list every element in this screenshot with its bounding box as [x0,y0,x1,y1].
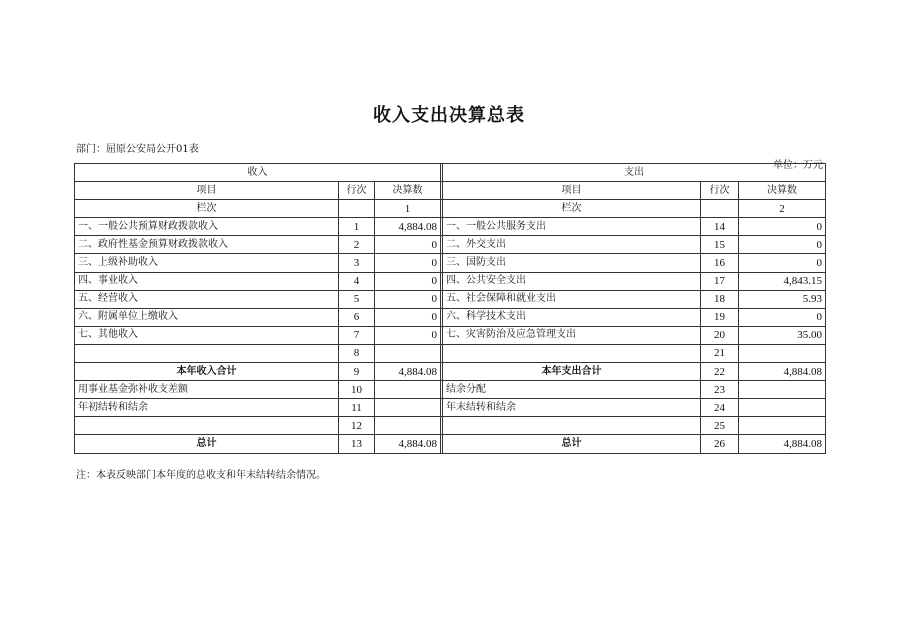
header-row-col-index [75,200,826,218]
income-row-no-header: 行次 [339,182,375,200]
income-item-cell [75,344,339,362]
expense-amount-cell: 0 [739,236,826,254]
income-amount-cell: 0 [375,236,441,254]
income-amount-cell: 4,884.08 [375,435,441,453]
income-row-no-cell: 1 [339,218,375,236]
income-row-no-cell: 8 [339,344,375,362]
expense-amount-cell: 5.93 [739,290,826,308]
income-header: 收入 [75,164,441,182]
income-row-no-cell: 7 [339,326,375,344]
expense-row-no-cell: 20 [701,326,739,344]
department-label: 部门：屈原公安局公开01表 [76,144,199,155]
income-row-no-cell: 13 [339,435,375,453]
income-row-no-cell: 6 [339,308,375,326]
expense-item-cell: 五、社会保障和就业支出 [443,290,701,308]
table-row [75,326,826,344]
expense-row-no-cell: 17 [701,272,739,290]
expense-item-cell: 年末结转和结余 [443,399,701,417]
table-row [75,308,826,326]
table-row [75,236,826,254]
income-amount-cell [375,417,441,435]
income-amount-header: 决算数 [375,182,441,200]
income-amount-cell: 4,884.08 [375,363,441,381]
income-row-no-cell: 11 [339,399,375,417]
expense-row-no-cell: 14 [701,218,739,236]
income-amount-cell: 0 [375,254,441,272]
table-row [75,363,826,381]
expense-row-no-cell: 22 [701,363,739,381]
expense-col-index: 2 [739,200,826,218]
income-col-index: 1 [375,200,441,218]
table-row [75,435,826,453]
income-row-no-cell: 5 [339,290,375,308]
income-item-cell [75,417,339,435]
expense-amount-cell: 0 [739,308,826,326]
table-row [75,290,826,308]
income-amount-cell: 0 [375,326,441,344]
expense-item-header: 项目 [443,182,701,200]
expense-row-no-cell: 24 [701,399,739,417]
report-title: 收入支出决算总表 [373,105,525,126]
expense-row-no-cell: 23 [701,381,739,399]
expense-col-blank [701,200,739,218]
expense-item-cell: 六、科学技术支出 [443,308,701,326]
income-row-no-cell: 9 [339,363,375,381]
header-row-group [75,164,826,182]
income-amount-cell: 0 [375,272,441,290]
income-row-no-cell: 12 [339,417,375,435]
income-item-cell: 三、上级补助收入 [75,254,339,272]
income-item-cell: 四、事业收入 [75,272,339,290]
expense-row-no-cell: 15 [701,236,739,254]
income-col-label: 栏次 [75,200,339,218]
expense-item-cell [443,344,701,362]
expense-item-cell: 三、国防支出 [443,254,701,272]
footnote: 注：本表反映部门本年度的总收支和年末结转结余情况。 [76,470,326,481]
expense-row-no-cell: 19 [701,308,739,326]
income-amount-cell [375,344,441,362]
income-amount-cell [375,399,441,417]
expense-amount-cell: 35.00 [739,326,826,344]
expense-row-no-cell: 16 [701,254,739,272]
income-row-no-cell: 2 [339,236,375,254]
unit-label: 单位：万元 [773,160,823,171]
expense-amount-cell: 4,843.15 [739,272,826,290]
expense-header: 支出 [443,164,826,182]
table-row [75,381,826,399]
income-row-no-cell: 3 [339,254,375,272]
table-row [75,417,826,435]
expense-amount-cell: 0 [739,218,826,236]
expense-item-cell: 本年支出合计 [443,363,701,381]
expense-amount-cell [739,399,826,417]
table-row [75,272,826,290]
income-item-cell: 本年收入合计 [75,363,339,381]
expense-amount-cell [739,381,826,399]
income-amount-cell [375,381,441,399]
income-amount-cell: 0 [375,308,441,326]
table-row [75,254,826,272]
income-item-cell: 五、经营收入 [75,290,339,308]
income-item-cell: 一、一般公共预算财政拨款收入 [75,218,339,236]
income-item-header: 项目 [75,182,339,200]
income-item-cell: 年初结转和结余 [75,399,339,417]
income-amount-cell: 0 [375,290,441,308]
expense-item-cell: 七、灾害防治及应急管理支出 [443,326,701,344]
income-row-no-cell: 4 [339,272,375,290]
income-expense-table [74,163,826,454]
income-item-cell: 二、政府性基金预算财政拨款收入 [75,236,339,254]
expense-amount-header: 决算数 [739,182,826,200]
expense-item-cell: 四、公共安全支出 [443,272,701,290]
table-row [75,399,826,417]
income-col-blank [339,200,375,218]
header-row-columns [75,182,826,200]
income-item-cell: 六、附属单位上缴收入 [75,308,339,326]
expense-item-cell: 总计 [443,435,701,453]
expense-row-no-cell: 26 [701,435,739,453]
expense-amount-cell: 4,884.08 [739,435,826,453]
expense-amount-cell: 4,884.08 [739,363,826,381]
expense-item-cell: 一、一般公共服务支出 [443,218,701,236]
table-row [75,218,826,236]
table-row [75,344,826,362]
expense-item-cell: 结余分配 [443,381,701,399]
expense-row-no-cell: 21 [701,344,739,362]
expense-item-cell: 二、外交支出 [443,236,701,254]
expense-row-no-cell: 18 [701,290,739,308]
expense-row-no-cell: 25 [701,417,739,435]
income-row-no-cell: 10 [339,381,375,399]
expense-amount-cell [739,344,826,362]
income-item-cell: 七、其他收入 [75,326,339,344]
income-item-cell: 总计 [75,435,339,453]
income-item-cell: 用事业基金弥补收支差额 [75,381,339,399]
expense-amount-cell [739,417,826,435]
expense-row-no-header: 行次 [701,182,739,200]
income-amount-cell: 4,884.08 [375,218,441,236]
expense-item-cell [443,417,701,435]
expense-col-label: 栏次 [443,200,701,218]
expense-amount-cell: 0 [739,254,826,272]
